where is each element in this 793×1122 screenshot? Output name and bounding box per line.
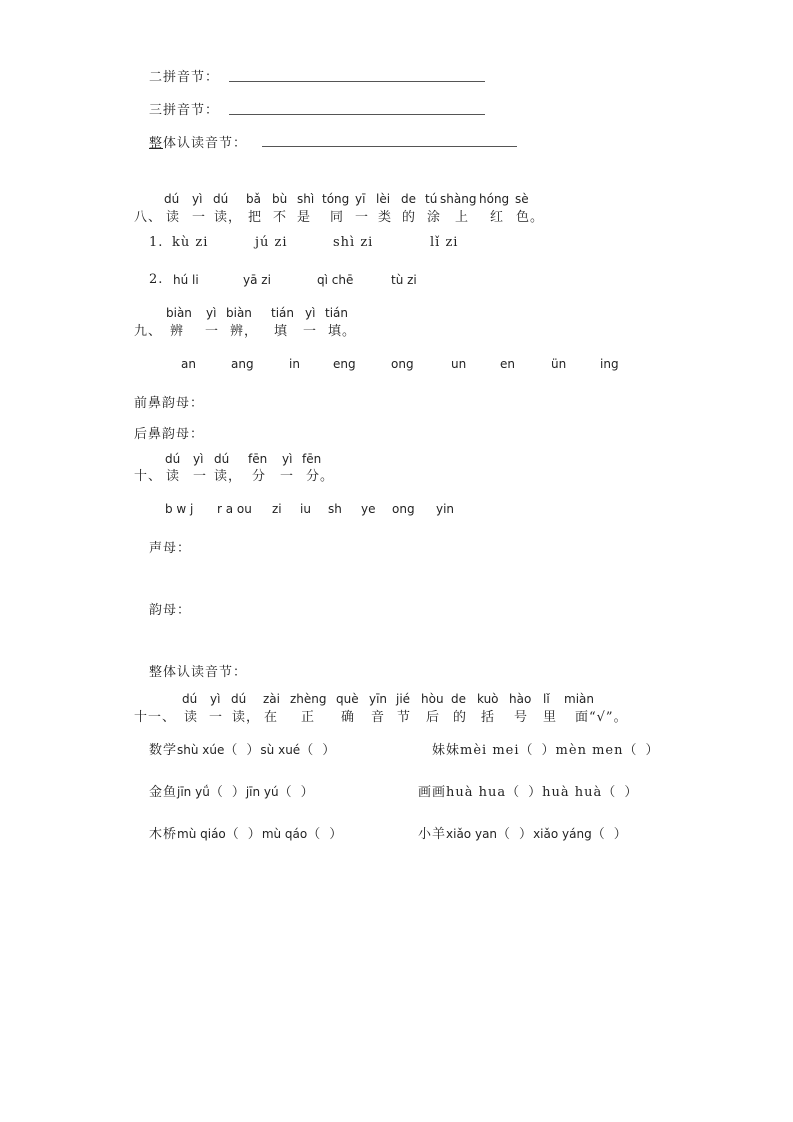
paren-open: （ xyxy=(591,827,606,842)
q9-char: 一 xyxy=(303,324,318,339)
paren-close: ） xyxy=(528,785,543,800)
q11-pinyin: zài xyxy=(263,692,280,706)
q9-char: 辨， xyxy=(230,324,259,339)
q11-word: 木桥 xyxy=(149,827,178,842)
q11-option-a: mèi mei xyxy=(460,743,520,758)
q8-char: 把 xyxy=(248,210,263,225)
q9-final[interactable]: eng xyxy=(333,357,356,371)
q11-char: 读， xyxy=(232,710,261,725)
q11-pinyin: hòu xyxy=(421,692,444,706)
q8-char: 上 xyxy=(455,210,470,225)
paren-close: ） xyxy=(322,743,337,758)
q8-char: 读 xyxy=(166,210,181,225)
q9-char: 填。 xyxy=(328,324,357,339)
q8-pinyin: tú xyxy=(425,192,438,206)
q11-number: 十一、 xyxy=(134,710,177,725)
front-nasal-label: 前鼻韵母： xyxy=(134,396,205,411)
q11-row-right xyxy=(418,781,638,800)
q11-option-a: shù xúe xyxy=(177,743,225,757)
q9-final[interactable]: in xyxy=(289,357,300,371)
q11-option-a: mù qiáo xyxy=(177,827,226,841)
q8-option[interactable]: tù zi xyxy=(391,273,417,287)
q9-pinyin: biàn xyxy=(166,306,192,320)
q8-char: 是 xyxy=(297,210,312,225)
q11-char: 括 xyxy=(481,710,496,725)
q8-pinyin: dú xyxy=(213,192,229,206)
q10-item[interactable]: b w j xyxy=(165,502,194,516)
q11-option-a: huà hua xyxy=(446,785,507,800)
back-nasal-label: 后鼻韵母： xyxy=(134,427,205,442)
q10-pinyin: yì xyxy=(282,452,293,466)
paren-close: ） xyxy=(300,785,315,800)
q11-option-b: mèn men xyxy=(555,743,624,758)
q11-option-a: jīn yǘ xyxy=(177,785,210,799)
q10-item[interactable]: iu xyxy=(300,502,311,516)
q11-char: 音 xyxy=(371,710,386,725)
q9-final[interactable]: an xyxy=(181,357,196,371)
q11-word: 数学 xyxy=(149,743,178,758)
q8-char: 红 xyxy=(490,210,505,225)
q11-char: 确 xyxy=(341,710,356,725)
q9-char: 填 xyxy=(274,324,289,339)
q9-pinyin: biàn xyxy=(226,306,252,320)
q8-pinyin: shàng xyxy=(440,192,477,206)
q10-item[interactable]: sh xyxy=(328,502,342,516)
q8-pinyin: yī xyxy=(355,192,366,206)
q8-pinyin: shì xyxy=(297,192,315,206)
q8-pinyin: bù xyxy=(272,192,288,206)
q9-final[interactable]: ang xyxy=(231,357,254,371)
q10-item[interactable]: ye xyxy=(361,502,376,516)
q8-option[interactable]: shì zi xyxy=(333,235,374,250)
q8-option[interactable]: jú zi xyxy=(255,235,288,250)
q11-pinyin: jié xyxy=(396,692,411,706)
q11-char: 在 xyxy=(264,710,279,725)
q11-option-b: huà huà xyxy=(542,785,603,800)
paren-open: （ xyxy=(225,827,240,842)
q11-pinyin: yì xyxy=(210,692,221,706)
paren-close: ） xyxy=(247,827,262,842)
zhengti-label xyxy=(149,132,247,151)
q8-pinyin: yì xyxy=(192,192,203,206)
q9-final[interactable]: un xyxy=(451,357,467,371)
q8-option[interactable]: qì chē xyxy=(317,273,354,287)
zhengti-q10-label: 整体认读音节： xyxy=(149,665,248,680)
q10-item[interactable]: zi xyxy=(272,502,282,516)
paren-open: （ xyxy=(209,785,224,800)
q10-pinyin: fēn xyxy=(302,452,322,466)
q10-number: 十、 xyxy=(134,469,163,484)
q11-char: 里 xyxy=(543,710,558,725)
q8-char: 涂 xyxy=(427,210,442,225)
q8-char: 一 xyxy=(355,210,370,225)
q9-final[interactable]: en xyxy=(500,357,515,371)
q11-char: 面“√”。 xyxy=(575,710,628,725)
paren-open: （ xyxy=(278,785,293,800)
q8-number: 八、 xyxy=(134,210,163,225)
paren-close: ） xyxy=(645,743,660,758)
q8-pinyin: dú xyxy=(164,192,180,206)
q10-char: 读， xyxy=(214,469,243,484)
q11-pinyin: dú xyxy=(182,692,198,706)
q11-pinyin: lǐ xyxy=(543,692,550,706)
q8-char: 的 xyxy=(402,210,417,225)
q8-pinyin: sè xyxy=(515,192,529,206)
q8-char: 一 xyxy=(192,210,207,225)
q9-number: 九、 xyxy=(134,324,163,339)
shengmu-label: 声母： xyxy=(149,541,192,556)
q11-row-left xyxy=(149,781,315,800)
q11-char: 号 xyxy=(514,710,529,725)
q11-option-b: mù qáo xyxy=(261,827,308,841)
q9-pinyin: tián xyxy=(271,306,294,320)
q8-option[interactable]: hú li xyxy=(173,273,199,287)
q9-pinyin: tián xyxy=(325,306,348,320)
q11-word: 小羊 xyxy=(418,827,447,842)
q9-char: 辨 xyxy=(170,324,185,339)
q9-final[interactable]: ong xyxy=(391,357,414,371)
q8-char: 不 xyxy=(273,210,288,225)
q11-option-b: xiǎo yáng xyxy=(533,827,592,841)
paren-open: （ xyxy=(506,785,521,800)
q8-char: 色。 xyxy=(516,210,545,225)
paren-open: （ xyxy=(300,743,315,758)
q11-char: 后 xyxy=(426,710,441,725)
paren-close: ） xyxy=(231,785,246,800)
paren-open: （ xyxy=(602,785,617,800)
q11-char: 节 xyxy=(397,710,412,725)
q8-option[interactable]: yā zi xyxy=(243,273,271,287)
q10-item[interactable]: r a ou xyxy=(217,502,252,516)
paren-open: （ xyxy=(497,827,512,842)
paren-open: （ xyxy=(519,743,534,758)
q10-item[interactable]: ong xyxy=(392,502,415,516)
q8-pinyin: de xyxy=(401,192,416,206)
q10-item[interactable]: yin xyxy=(436,502,455,516)
zhengti-rest: 体认读音节： xyxy=(163,136,248,151)
sanpin-answer-line[interactable] xyxy=(229,114,485,115)
q10-pinyin: yì xyxy=(193,452,204,466)
q11-option-b: jīn yú xyxy=(245,785,279,799)
q10-char: 分 xyxy=(252,469,267,484)
q11-char: 正 xyxy=(301,710,316,725)
q9-char: 一 xyxy=(205,324,220,339)
q10-char: 一 xyxy=(280,469,295,484)
q11-pinyin: kuò xyxy=(477,692,499,706)
paren-open: （ xyxy=(307,827,322,842)
q10-pinyin: dú xyxy=(214,452,230,466)
q11-word: 画画 xyxy=(418,785,447,800)
q8-char: 同 xyxy=(330,210,345,225)
q9-pinyin: yì xyxy=(305,306,316,320)
q11-option-b: sù xué xyxy=(260,743,301,757)
q11-row-left xyxy=(149,739,336,758)
q10-char: 一 xyxy=(193,469,208,484)
paren-open: （ xyxy=(224,743,239,758)
sanpin-label: 三拼音节： xyxy=(149,103,220,118)
q8-pinyin: hóng xyxy=(479,192,510,206)
q8-pinyin: lèi xyxy=(376,192,391,206)
q9-final[interactable]: ün xyxy=(551,357,567,371)
q11-pinyin: miàn xyxy=(564,692,594,706)
q11-pinyin: què xyxy=(336,692,359,706)
q11-option-a: xiǎo yan xyxy=(446,827,498,841)
q11-pinyin: yīn xyxy=(369,692,388,706)
erpin-answer-line[interactable] xyxy=(229,81,485,82)
q11-char: 一 xyxy=(209,710,224,725)
q8-option[interactable]: lǐ zi xyxy=(430,235,459,250)
q10-pinyin: fēn xyxy=(248,452,268,466)
q11-pinyin: zhèng xyxy=(290,692,327,706)
paren-close: ） xyxy=(613,827,628,842)
q11-char: 读 xyxy=(184,710,199,725)
q8-option[interactable]: kù zi xyxy=(172,235,209,250)
zhengti-first-char: 整 xyxy=(149,136,164,151)
q10-pinyin: dú xyxy=(165,452,181,466)
q9-final[interactable]: ing xyxy=(600,357,619,371)
paren-close: ） xyxy=(519,827,534,842)
yunmu-label: 韵母： xyxy=(149,603,192,618)
q11-row-right xyxy=(418,823,628,842)
q11-pinyin: de xyxy=(451,692,466,706)
q10-char: 读 xyxy=(166,469,181,484)
paren-close: ） xyxy=(541,743,556,758)
paren-open: （ xyxy=(623,743,638,758)
paren-close: ） xyxy=(246,743,261,758)
q8-row-number: 1. xyxy=(149,235,164,250)
zhengti-answer-line[interactable] xyxy=(262,146,517,147)
q8-pinyin: tóng xyxy=(322,192,350,206)
q8-char: 类 xyxy=(378,210,393,225)
q11-row-left xyxy=(149,823,343,842)
paren-close: ） xyxy=(329,827,344,842)
q11-word: 金鱼 xyxy=(149,785,178,800)
q8-char: 读， xyxy=(214,210,243,225)
q9-pinyin: yì xyxy=(206,306,217,320)
q11-char: 的 xyxy=(453,710,468,725)
q8-row-number: 2. xyxy=(149,272,164,287)
paren-close: ） xyxy=(624,785,639,800)
q10-char: 分。 xyxy=(306,469,335,484)
q11-row-right xyxy=(432,739,660,758)
q11-word: 妹妹 xyxy=(432,743,461,758)
q8-pinyin: bǎ xyxy=(246,192,261,206)
q11-pinyin: hào xyxy=(509,692,532,706)
erpin-label: 二拼音节： xyxy=(149,70,220,85)
q11-pinyin: dú xyxy=(231,692,247,706)
